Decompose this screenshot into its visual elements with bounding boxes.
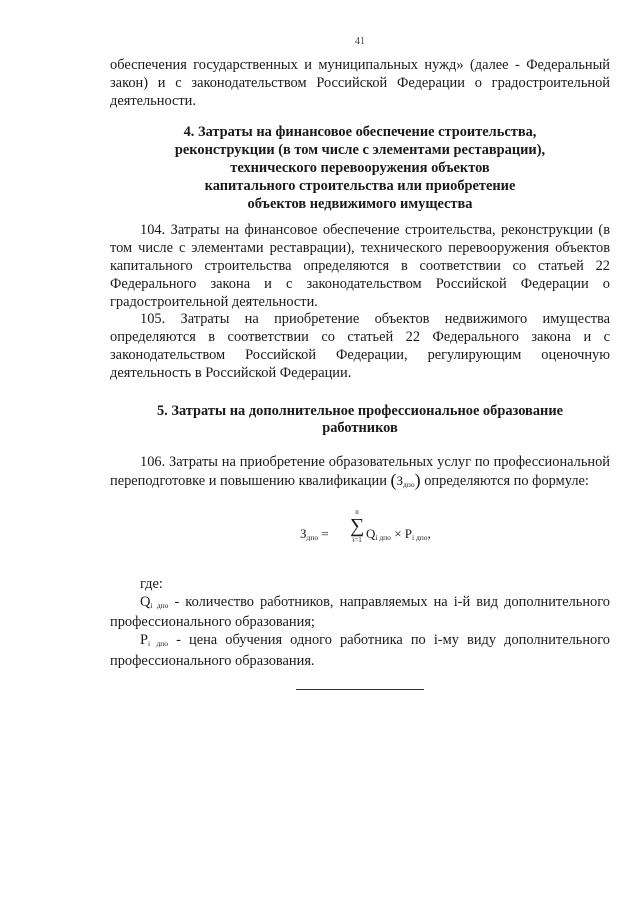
- end-rule: [296, 689, 424, 690]
- paragraph-106-symbol-sub: дпо: [403, 479, 415, 489]
- sum-operator: n ∑ i=1: [350, 507, 365, 544]
- definition-q-text: - количество работников, направляемых на i-й вид дополнительного профессионального образования;: [110, 593, 610, 631]
- sum-upper-limit: n: [355, 507, 359, 516]
- paragraph-106-symbol: З: [396, 472, 404, 488]
- formula-q-sub: i дпо: [375, 532, 391, 542]
- paragraph-105: 105. Затраты на приобретение объектов недвижимого имущества определяются в соответствии со статьей 22 Федерального закона и с законодательством Российской Федерации, регулирующим оценочную деятельность в Российской Федерации.: [110, 311, 610, 381]
- section-4-heading: [110, 124, 610, 213]
- definition-p: [110, 632, 610, 671]
- formula-q: Q: [366, 525, 376, 541]
- section-4-title-line-5: объектов недвижимого имущества: [247, 195, 473, 212]
- formula-p-sub: i дпо: [412, 532, 428, 542]
- section-5-title-line-1: 5. Затраты на дополнительное профессиональное образование: [156, 402, 563, 419]
- paragraph-104: 104. Затраты на финансовое обеспечение строительства, реконструкции (в том числе с элементами реставрации), технического перевооружения объектов капитального строительства определяются в соответствии со статьей 22 Федерального закона и с законодательством Российской Федерации о градостроительной деятельности.: [110, 222, 610, 310]
- definition-p-symbol: P: [140, 632, 149, 649]
- section-4-title-line-3: технического перевооружения объектов: [230, 159, 490, 176]
- definition-q-symbol: Q: [140, 593, 151, 610]
- paragraph-106: 106. Затраты на приобретение образовательных услуг по профессиональной переподготовке и повышению квалификации $(З_{дпо})$ определяются по формуле:: [110, 454, 610, 490]
- section-5-heading: [110, 403, 610, 439]
- paragraph-106-text: 106. Затраты на приобретение образовательных услуг по профессиональной переподготовке и повышению квалификации: [110, 454, 610, 489]
- definition-q: [110, 594, 610, 633]
- where-label: где:: [140, 575, 163, 592]
- formula-comma: ,: [427, 525, 431, 541]
- definition-p-text: - цена обучения одного работника по i-му виду дополнительного профессионального образования.: [110, 632, 610, 669]
- formula: [110, 508, 610, 560]
- section-5-title-line-2: работников: [322, 420, 398, 437]
- formula-lhs: З: [300, 525, 307, 541]
- section-4-title-line-4: капитального строительства или приобретение: [204, 177, 516, 194]
- paragraph-106-end: определяются по формуле:: [424, 472, 589, 489]
- formula-lhs-sub: дпо: [306, 532, 319, 542]
- formula-p: P: [404, 525, 413, 541]
- definition-p-sub: i дпо: [148, 639, 169, 649]
- page-number: 41: [355, 36, 365, 47]
- formula-times: ×: [394, 525, 402, 541]
- section-4-title-line-2: реконструкции (в том числе с элементами реставрации),: [174, 142, 546, 159]
- definition-q-sub: i дпо: [150, 600, 169, 610]
- document-page: [110, 36, 610, 690]
- formula-equals: =: [321, 525, 329, 541]
- sum-lower-limit: i=1: [352, 535, 362, 544]
- intro-paragraph: обеспечения государственных и муниципальных нужд» (далее - Федеральный закон) и с законодательством Российской Федерации о градостроительной деятельности.: [110, 57, 610, 109]
- section-4-title-line-1: 4. Затраты на финансовое обеспечение строительства,: [183, 124, 537, 141]
